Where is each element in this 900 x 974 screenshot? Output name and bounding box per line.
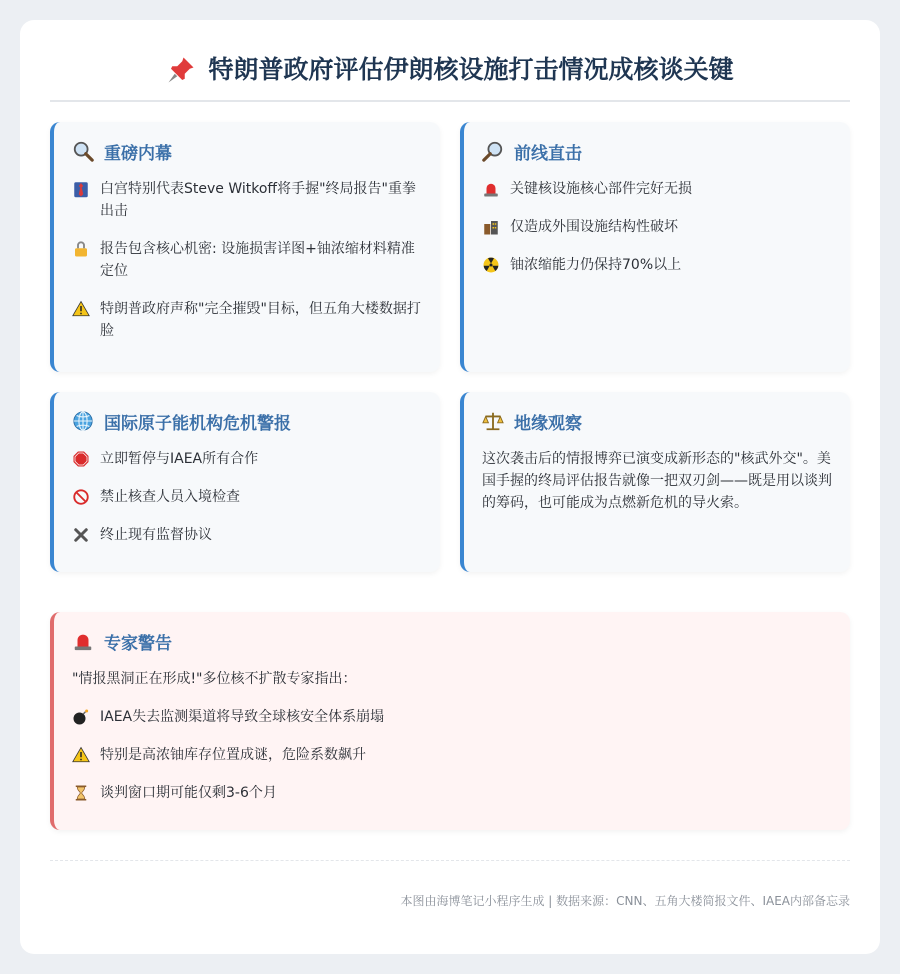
list-item [72, 486, 424, 508]
list-item [72, 448, 424, 470]
list-item-text: 关键核设施核心部件完好无损 [510, 181, 692, 197]
poster-card [20, 20, 880, 954]
list-item-text: 铀浓缩能力仍保持70%以上 [510, 257, 682, 273]
page-title: 特朗普政府评估伊朗核设施打击情况成核谈关键 [208, 55, 734, 84]
stop-icon [72, 450, 90, 468]
section-expert-intro: "情报黑洞正在形成!"多位核不扩散专家指出： [72, 671, 357, 687]
list-item-text: 禁止核查人员入境检查 [100, 489, 240, 505]
section-frontline-header [482, 136, 834, 166]
list-item [482, 178, 834, 200]
list-item [72, 744, 834, 766]
necktie-icon [72, 180, 90, 198]
warning-icon [72, 300, 90, 318]
list-item-text: 特朗普政府声称"完全摧毁"目标，但五角大楼数据打脸 [100, 301, 421, 339]
footer-source: 本图由海博笔记小程序生成 | 数据来源：CNN、五角大楼简报文件、IAEA内部备忘录 [400, 894, 850, 908]
list-item-text: 报告包含核心机密: 设施损害详图+铀浓缩材料精准定位 [100, 241, 415, 279]
title-bar [50, 50, 850, 102]
magnifier-icon [72, 140, 94, 162]
scales-icon [482, 410, 504, 432]
section-insider [50, 122, 440, 372]
list-item-text: 白宫特别代表Steve Witkoff将手握"终局报告"重拳出击 [100, 181, 416, 219]
list-item [482, 216, 834, 238]
list-item-text: 立即暂停与IAEA所有合作 [100, 451, 259, 467]
list-item [72, 238, 424, 282]
list-item [72, 298, 424, 342]
section-geopolitics [460, 392, 850, 572]
warning-icon [72, 746, 90, 764]
list-item [72, 524, 424, 546]
pushpin-icon [166, 55, 196, 85]
prohibited-icon [72, 488, 90, 506]
list-item [482, 254, 834, 276]
section-geopolitics-header [482, 406, 834, 436]
section-expert-heading: 专家警告 [104, 633, 172, 654]
page-title-row [166, 50, 733, 90]
cross-icon [72, 526, 90, 544]
section-insider-header [72, 136, 424, 166]
section-geopolitics-text: 这次袭击后的情报博弈已演变成新形态的"核武外交"。美国手握的终局评估报告就像一把双刃剑——既是用以谈判的筹码，也可能成为点燃新危机的导火索。 [482, 451, 832, 511]
siren-icon [72, 630, 94, 652]
section-iaea-header [72, 406, 424, 436]
section-frontline-heading: 前线直击 [514, 143, 582, 164]
magnifier-right-icon [482, 140, 504, 162]
list-item-text: 终止现有监督协议 [100, 527, 212, 543]
list-item [72, 782, 834, 804]
footer-divider [50, 860, 850, 861]
bomb-icon [72, 708, 90, 726]
section-frontline [460, 122, 850, 372]
list-item-text: 仅造成外围设施结构性破坏 [510, 219, 678, 235]
list-item [72, 706, 834, 728]
construction-icon [482, 218, 500, 236]
section-insider-heading: 重磅内幕 [104, 143, 172, 164]
hourglass-icon [72, 784, 90, 802]
section-geopolitics-heading: 地缘观察 [514, 413, 582, 434]
lock-icon [72, 240, 90, 258]
section-expert-header [72, 626, 834, 656]
list-item-text: IAEA失去监测渠道将导致全球核安全体系崩塌 [100, 709, 385, 725]
siren-icon [482, 180, 500, 198]
section-iaea-heading: 国际原子能机构危机警报 [104, 413, 291, 434]
radioactive-icon [482, 256, 500, 274]
section-expert-warning [50, 612, 850, 830]
list-item-text: 谈判窗口期可能仅剩3-6个月 [100, 785, 277, 801]
list-item [72, 178, 424, 222]
list-item-text: 特别是高浓铀库存位置成谜，危险系数飙升 [100, 747, 366, 763]
section-iaea [50, 392, 440, 572]
globe-icon [72, 410, 94, 432]
